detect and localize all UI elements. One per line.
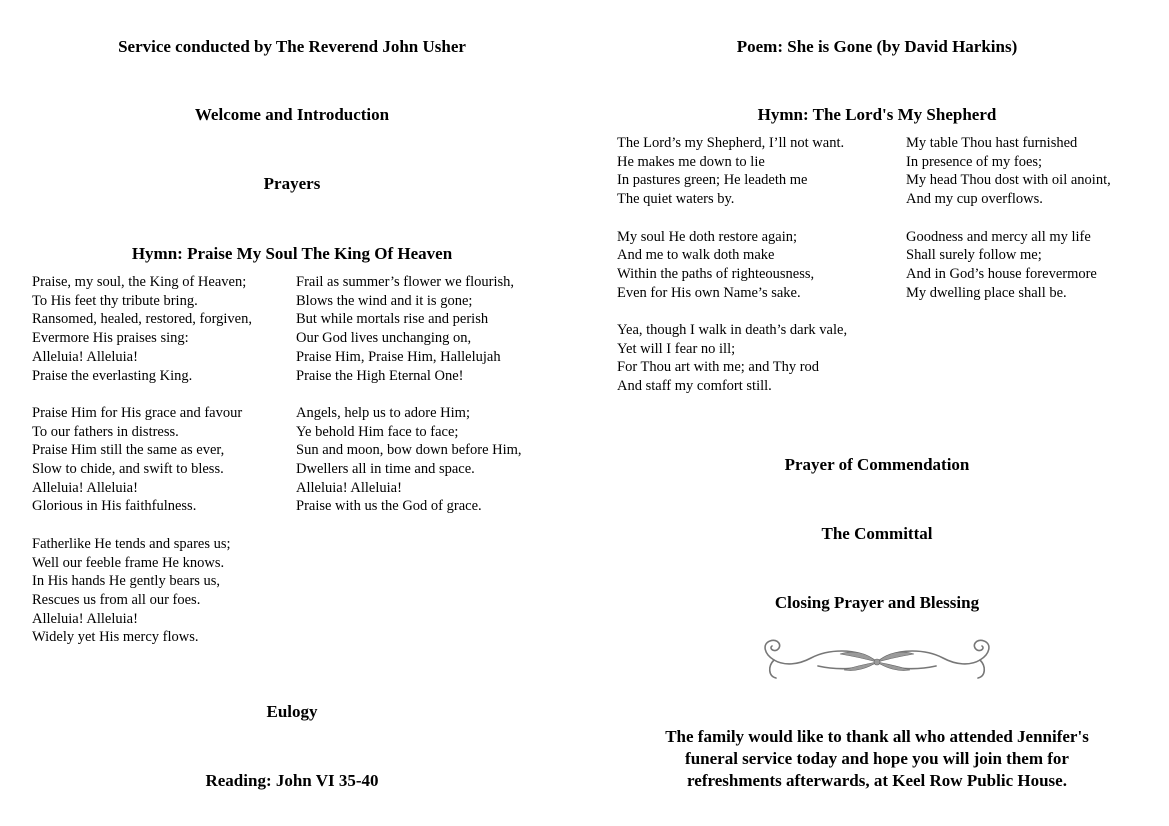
verse-line: And staff my comfort still.: [617, 378, 772, 395]
commendation-heading: Prayer of Commendation: [784, 455, 970, 474]
verse-line: Blows the wind and it is gone;: [296, 292, 473, 309]
verse-line: In pastures green; He leadeth me: [617, 172, 808, 189]
verse-line: Alleluia! Alleluia!: [296, 479, 402, 496]
verse-line: Our God lives unchanging on,: [296, 330, 472, 347]
verse-line: Alleluia! Alleluia!: [32, 610, 138, 627]
verse-line: My dwelling place shall be.: [906, 284, 1067, 301]
verse-line: Glorious in His faithfulness.: [32, 498, 197, 515]
hymn1-column-1: [32, 273, 252, 666]
verse-line: My table Thou hast furnished: [906, 135, 1078, 151]
hymn-verse: [906, 134, 1111, 209]
hymn-verse: [617, 134, 847, 209]
verse-line: Even for His own Name’s sake.: [617, 284, 801, 301]
verse-line: Alleluia! Alleluia!: [32, 348, 138, 365]
verse-line: In presence of my foes;: [906, 153, 1043, 170]
verse-line: Goodness and mercy all my life: [906, 228, 1091, 245]
hymn1-column-2: [296, 273, 522, 535]
hymn-verse: [617, 321, 847, 396]
verse-line: And me to walk doth make: [617, 247, 775, 264]
verse-line: Well our feeble frame He knows.: [32, 554, 225, 571]
reading-heading: Reading: John VI 35-40: [205, 771, 379, 790]
verse-line: Fatherlike He tends and spares us;: [32, 535, 231, 552]
hymn-verse: [906, 228, 1111, 303]
closing-prayer-heading: Closing Prayer and Blessing: [774, 593, 980, 612]
verse-line: To His feet thy tribute bring.: [32, 292, 198, 309]
verse-line: He makes me down to lie: [617, 153, 765, 170]
verse-line: Praise, my soul, the King of Heaven;: [32, 274, 247, 290]
verse-line: Ransomed, healed, restored, forgiven,: [32, 311, 252, 328]
thanks-line: refreshments afterwards, at Keel Row Public House.: [687, 771, 1067, 790]
verse-line: Yea, though I walk in death’s dark vale,: [617, 322, 848, 338]
verse-line: Alleluia! Alleluia!: [32, 479, 138, 496]
verse-line: To our fathers in distress.: [32, 423, 179, 440]
hymn-verse: [32, 273, 252, 385]
hymn-verse: [296, 273, 522, 385]
family-thanks-message: [612, 726, 1142, 792]
verse-line: Rescues us from all our foes.: [32, 591, 201, 608]
eulogy-heading: Eulogy: [266, 702, 318, 721]
verse-line: Frail as summer’s flower we flourish,: [296, 274, 514, 290]
hymn-verse: [32, 404, 252, 516]
verse-line: Slow to chide, and swift to bless.: [32, 461, 224, 478]
verse-line: My head Thou dost with oil anoint,: [906, 172, 1111, 189]
verse-line: In His hands He gently bears us,: [32, 573, 221, 590]
verse-line: Widely yet His mercy flows.: [32, 629, 199, 646]
verse-line: Praise Him still the same as ever,: [32, 442, 225, 459]
verse-line: Sun and moon, bow down before Him,: [296, 442, 522, 459]
thanks-line: The family would like to thank all who attended Jennifer's: [665, 727, 1089, 746]
verse-line: Dwellers all in time and space.: [296, 461, 475, 478]
welcome-heading: Welcome and Introduction: [194, 105, 390, 124]
verse-line: Praise the everlasting King.: [32, 367, 193, 384]
verse-line: Yet will I fear no ill;: [617, 340, 736, 357]
verse-line: The quiet waters by.: [617, 191, 735, 208]
hymn2-column-2: [906, 134, 1111, 321]
hymn-verse: [617, 228, 847, 303]
verse-line: Evermore His praises sing:: [32, 330, 189, 347]
hymn-verse: [296, 404, 522, 516]
verse-line: Praise the High Eternal One!: [296, 367, 464, 384]
verse-line: Ye behold Him face to face;: [296, 423, 459, 440]
thanks-line: funeral service today and hope you will join them for: [685, 749, 1069, 768]
verse-line: And in God’s house forevermore: [906, 265, 1097, 282]
verse-line: My soul He doth restore again;: [617, 228, 798, 245]
prayers-heading: Prayers: [263, 174, 321, 193]
verse-line: Praise Him, Praise Him, Hallelujah: [296, 348, 501, 365]
verse-line: Praise with us the God of grace.: [296, 498, 482, 515]
verse-line: Within the paths of righteousness,: [617, 265, 815, 282]
verse-line: And my cup overflows.: [906, 191, 1043, 208]
verse-line: The Lord’s my Shepherd, I’ll not want.: [617, 135, 845, 151]
verse-line: For Thou art with me; and Thy rod: [617, 359, 820, 376]
verse-line: Shall surely follow me;: [906, 247, 1042, 264]
hymn2-column-1: [617, 134, 847, 415]
committal-heading: The Committal: [821, 524, 933, 543]
hymn2-title: Hymn: The Lord's My Shepherd: [757, 105, 997, 124]
hymn1-title: Hymn: Praise My Soul The King Of Heaven: [131, 244, 453, 263]
service-conducted-heading: Service conducted by The Reverend John Usher: [118, 37, 466, 56]
verse-line: But while mortals rise and perish: [296, 311, 489, 328]
verse-line: Angels, help us to adore Him;: [296, 404, 470, 421]
hymn-verse: [32, 535, 252, 647]
scroll-flourish-icon: [756, 636, 998, 686]
verse-line: Praise Him for His grace and favour: [32, 404, 243, 421]
poem-heading: Poem: She is Gone (by David Harkins): [736, 37, 1018, 56]
